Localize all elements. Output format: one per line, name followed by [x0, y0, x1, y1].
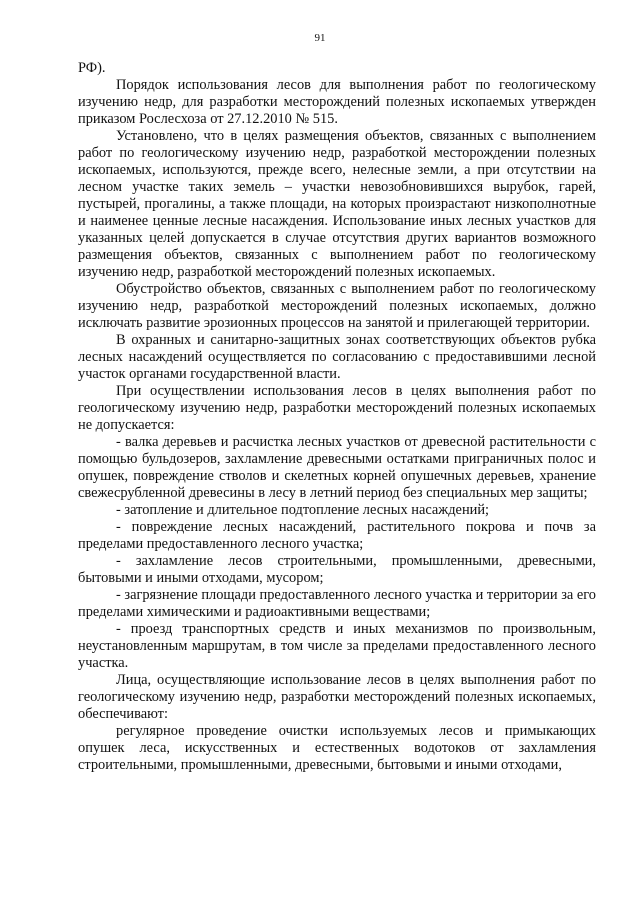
list-item: - проезд транспортных средств и иных механизмов по произвольным, неустановленным маршрутам, в том числе за пределами предоставленного лесного участка. [78, 621, 596, 671]
paragraph: В охранных и санитарно-защитных зонах соответствующих объектов рубка лесных насаждений осуществляется по согласованию с предоставившими лесной участок органами государственной власти. [78, 332, 596, 382]
paragraph: Обустройство объектов, связанных с выполнением работ по геологическому изучению недр, разработкой месторождений полезных ископаемых, должно исключать развитие эрозионных процессов на занятой и прилегающей территории. [78, 281, 596, 331]
page-number: 91 [314, 32, 326, 44]
list-item: - затопление и длительное подтопление лесных насаждений; [116, 502, 490, 518]
document-body [78, 60, 596, 774]
list-item: - захламление лесов строительными, промышленными, древесными, бытовыми и иными отходами, мусором; [78, 553, 596, 586]
paragraph: При осуществлении использования лесов в целях выполнения работ по геологическому изучению недр, разработки месторождений полезных ископаемых не допускается: [78, 383, 596, 433]
paragraph: регулярное проведение очистки используемых лесов и примыкающих опушек леса, искусственных и естественных водотоков от захламления строительными, промышленными, древесными, бытовыми и иными отходами, [78, 723, 596, 773]
paragraph: РФ). [78, 60, 106, 76]
list-item: - повреждение лесных насаждений, растительного покрова и почв за пределами предоставленного лесного участка; [78, 519, 596, 552]
list-item: - валка деревьев и расчистка лесных участков от древесной растительности с помощью бульдозеров, захламление древесными остатками приграничных полос и опушек, повреждение стволов и скелетных корней опушечных деревьев, хранение свежесрубленной древесины в лесу в летний период без специальных мер защиты; [78, 434, 596, 501]
paragraph: Установлено, что в целях размещения объектов, связанных с выполнением работ по геологическому изучению недр, разработкой месторождении полезных ископаемых, используются, прежде всего, нелесные земли, а при отсутствии на лесном участке таких земель – участки невозобновившихся вырубок, гарей, пустырей, прогалины, а также площади, на которых произрастают низкополнотные и наименее ценные лесные насаждения. Использование иных лесных участков для указанных целей допускается в случае отсутствия других вариантов возможного размещения объектов, связанных с выполнением работ по геологическому изучению недр, разработкой месторождений полезных ископаемых. [78, 128, 596, 280]
paragraph: Лица, осуществляющие использование лесов в целях выполнения работ по геологическому изучению недр, разработки месторождений полезных ископаемых, обеспечивают: [78, 672, 596, 722]
paragraph: Порядок использования лесов для выполнения работ по геологическому изучению недр, для разработки месторождений полезных ископаемых утвержден приказом Рослесхоза от 27.12.2010 № 515. [78, 77, 596, 127]
list-item: - загрязнение площади предоставленного лесного участка и территории за его пределами химическими и радиоактивными веществами; [78, 587, 596, 620]
